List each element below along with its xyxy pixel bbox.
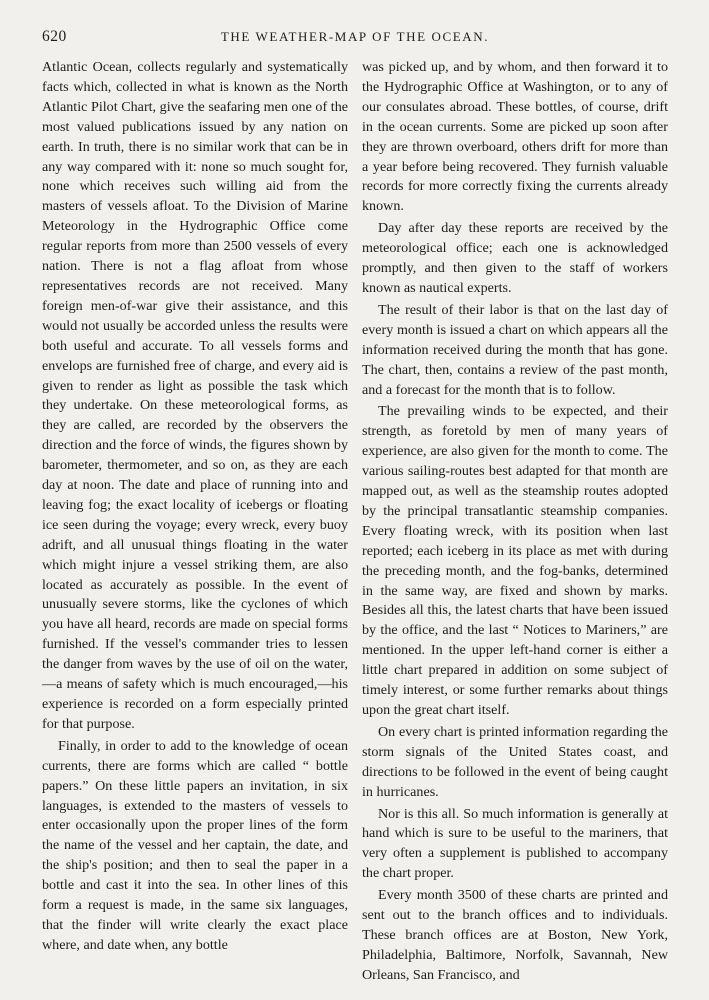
paragraph: Every month 3500 of these charts are printed and sent out to the branch offices and to individuals. These branch offices are at Boston, New York, Philadelphia, Baltimore, Norfolk, Savannah, New Orleans, San Francisco, and xyxy=(362,887,668,983)
page-header xyxy=(42,28,668,46)
paragraph: was picked up, and by whom, and then forward it to the Hydrographic Office at Washington, or to any of our consulates abroad. These bottles, of course, drift in the ocean currents. Some are picked up soon after they are thrown overboard, others drift for more than a year before being recovered. They furnish valuable records for more correctly fixing the currents already known. xyxy=(362,59,668,215)
right-column xyxy=(362,58,668,986)
page-number: 620 xyxy=(42,28,67,45)
paragraph: Nor is this all. So much information is generally at hand which is sure to be useful to the mariners, that very often a supplement is published to accompany the chart proper. xyxy=(362,805,668,882)
paragraph: Day after day these reports are received by the meteorological office; each one is acknowledged promptly, and then given to the staff of workers known as nautical experts. xyxy=(362,220,668,296)
paragraph: Finally, in order to add to the knowledge of ocean currents, there are forms which are called “ bottle papers.” On these little papers an invitation, in six languages, is extended to the masters of vessels to enter occasionally upon the proper lines of the form the name of the vessel and her captain, the date, and the ship's position; and then to seal the paper in a bottle and cast it into the sea. In other lines of this form a request is made, in the same six languages, that the finder will write clearly the exact place where, and date when, any bottle xyxy=(42,737,348,953)
running-title: THE WEATHER-MAP OF THE OCEAN. xyxy=(220,29,490,44)
text-columns xyxy=(42,58,668,986)
paragraph: The result of their labor is that on the last day of every month is issued a chart on which appears all the information received during the month that has gone. The chart, then, contains a review of the past month, and a forecast for the month that is to follow. xyxy=(362,301,668,398)
paragraph: The prevailing winds to be expected, and their strength, as foretold by men of many years of experience, are also given for the month to come. The various sailing-routes best adapted for that month are mapped out, as well as the steamship routes adopted by the principal transatlantic steamship companies. Every floating wreck, with its position when last reported; each iceberg in its place as met with during the preceding month, and the fog-banks, determined in the same way, are fixed and shown by marks. Besides all this, the latest charts that have been issued by the office, and the last “ Notices to Mariners,” are mentioned. In the upper left-hand corner is either a little chart prepared in addition on some subject of timely interest, or some further remarks about things upon the great chart itself. xyxy=(362,403,668,718)
paragraph: On every chart is printed information regarding the storm signals of the United States coast, and directions to be followed in the event of being caught in hurricanes. xyxy=(362,723,668,800)
paragraph: Atlantic Ocean, collects regularly and systematically facts which, collected in what is known as the North Atlantic Pilot Chart, give the seafaring men one of the most valued publications issued by any nation on earth. In truth, there is no similar work that can be in any way compared with it: none so much sought for, none which receives such willing aid from the masters of vessels afloat. To the Division of Marine Meteorology in the Hydrographic Office come regular reports from more than 2500 vessels of every nation. There is not a flag afloat from whose representatives records are not received. Many foreign men-of-war give their assistance, and this would not usually be accorded unless the results were both useful and accurate. To all vessels forms and envelops are furnished free of charge, and every aid is given to render as light as possible the task which they undertake. On these meteorological forms, as they are called, are recorded by the observers the direction and the force of winds, the figures shown by barometer, thermometer, and so on, as they are each day at noon. The date and place of running into and leaving fog; the exact locality of icebergs or floating ice seen during the voyage; every wreck, every buoy adrift, and all unusual things floating in the water which might injure a vessel striking them, are also located as accurately as possible. In the event of unusually severe storms, like the cyclones of which you have all heard, records are made on special forms furnished. If the vessel's commander tries to lessen the danger from waves by the use of oil on the water,—a means of safety which is much encouraged,—his experience is recorded on a form especially printed for that purpose. xyxy=(42,59,348,732)
left-column xyxy=(42,58,348,986)
book-page xyxy=(42,28,668,983)
